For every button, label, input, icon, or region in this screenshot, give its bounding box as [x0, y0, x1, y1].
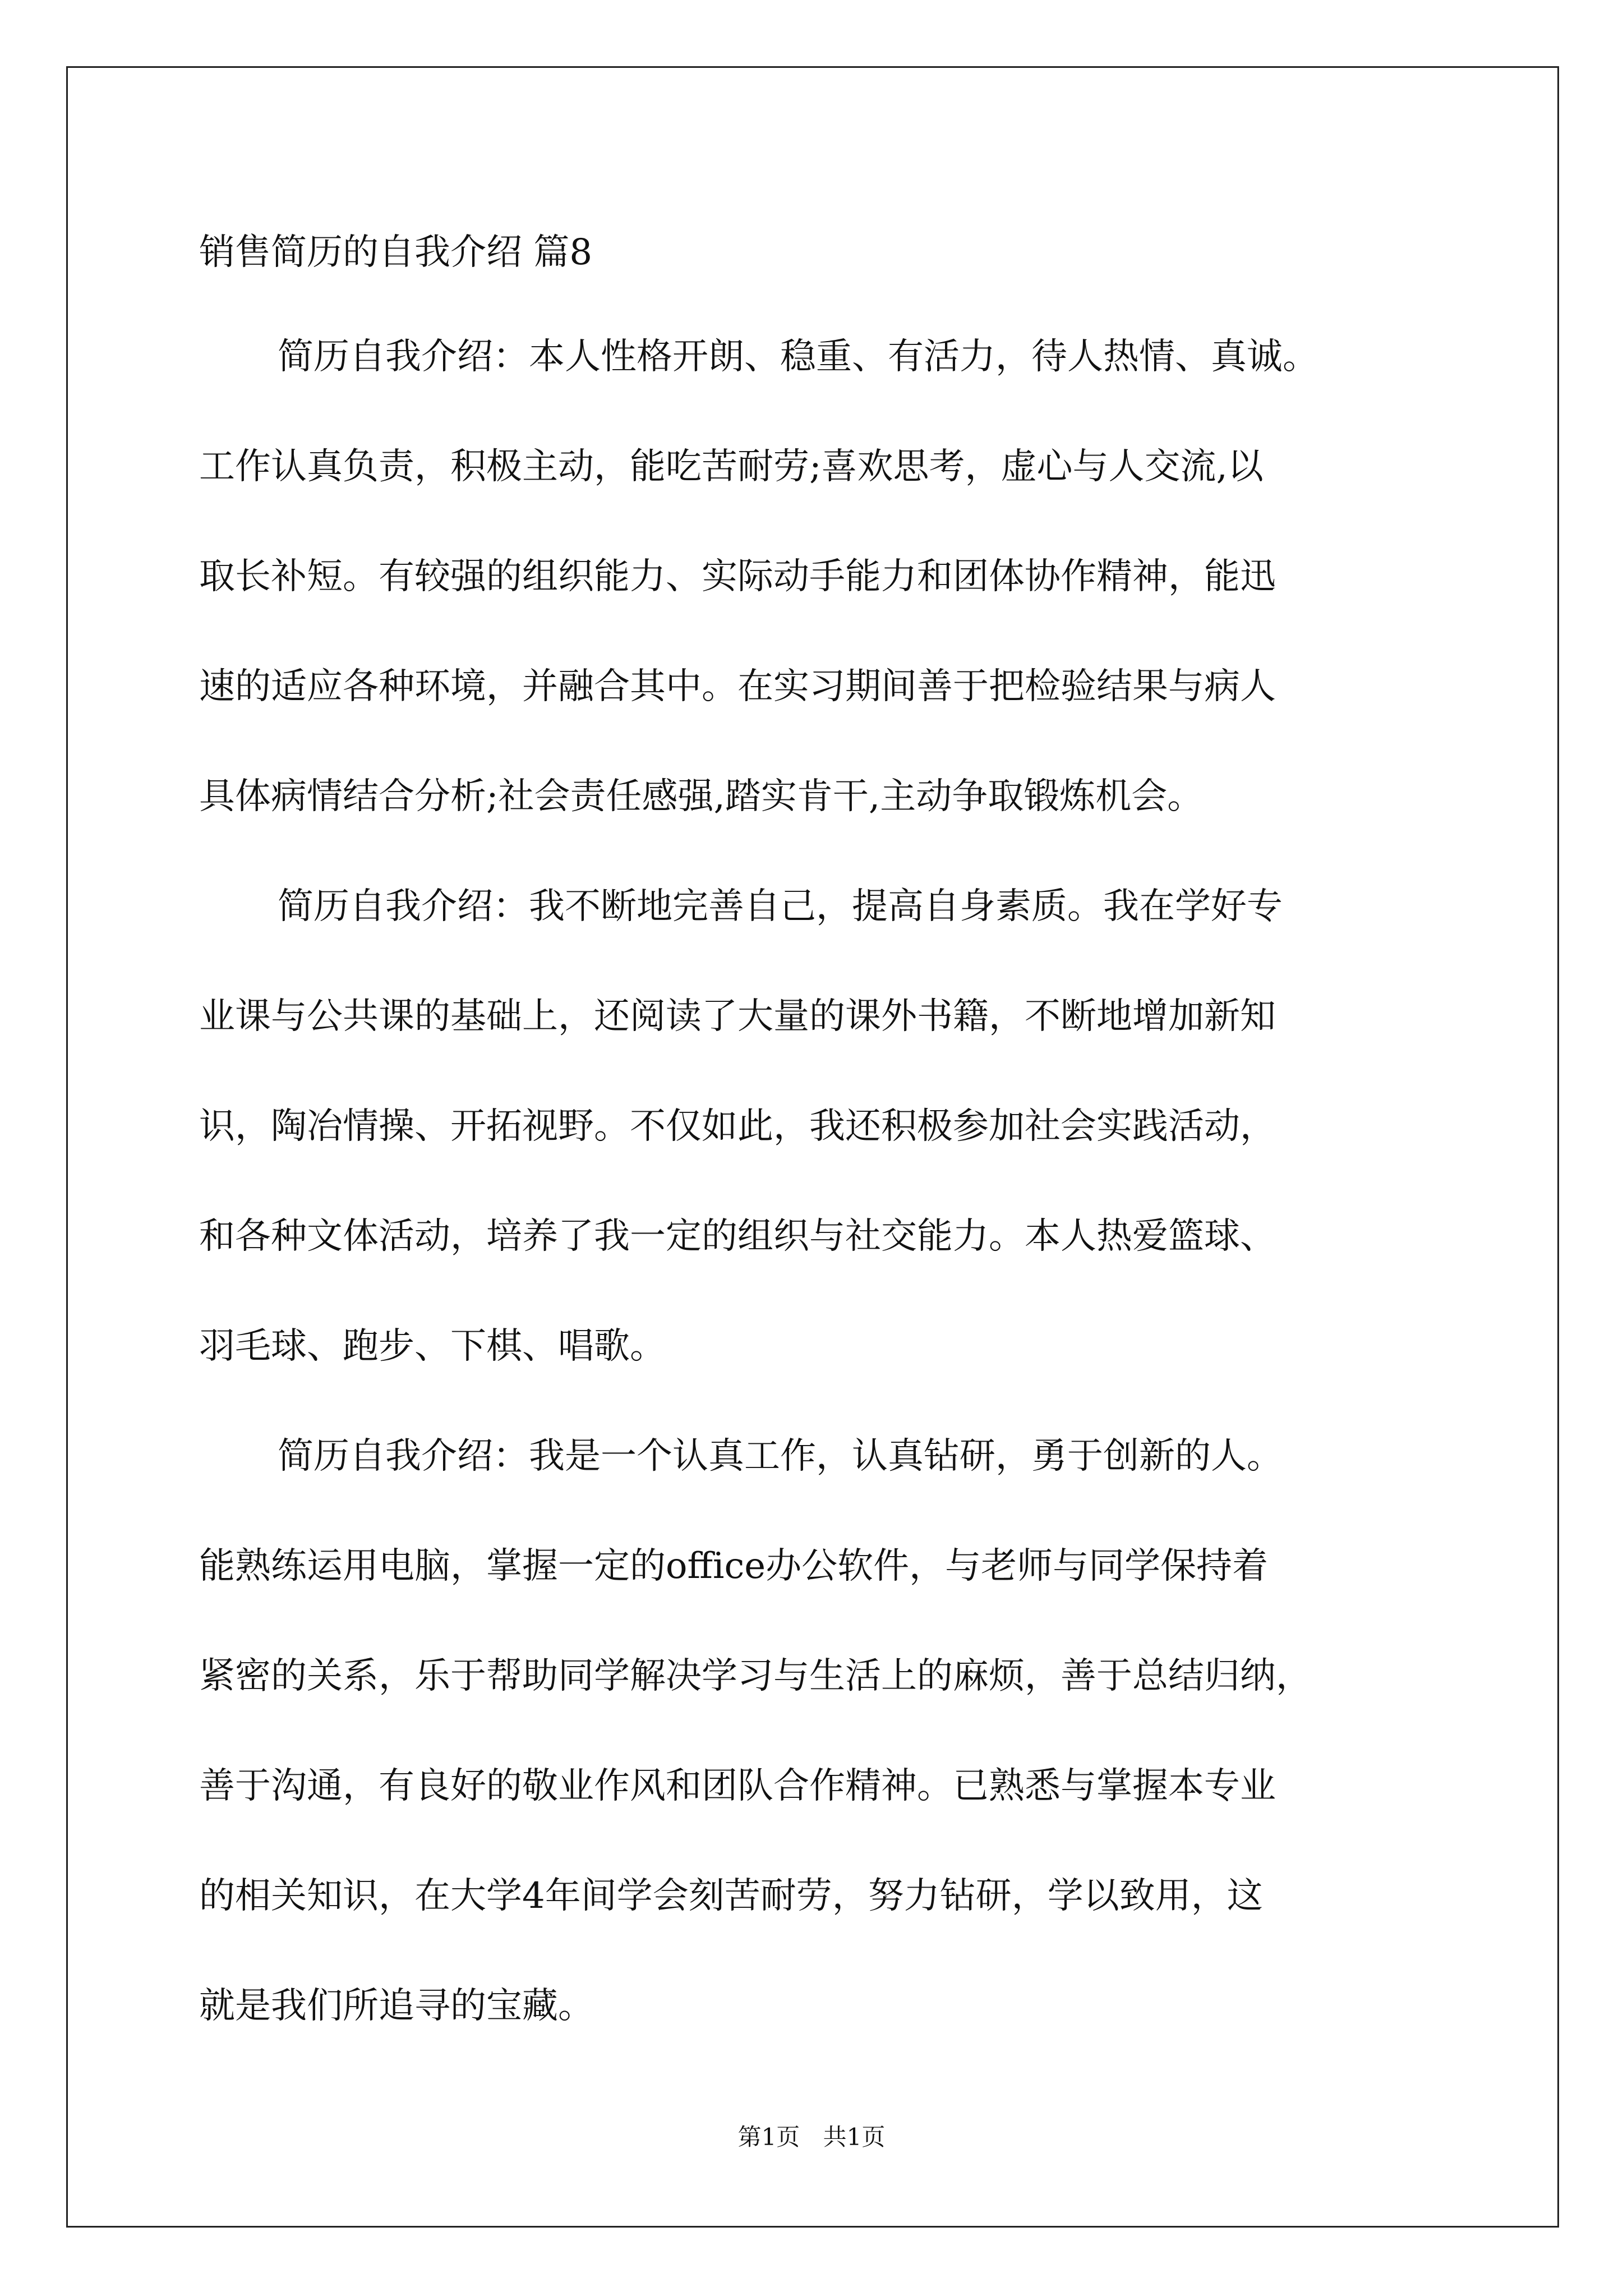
paragraph-line: 业课与公共课的基础上，还阅读了大量的课外书籍，不断地增加新知	[199, 996, 1276, 1037]
paragraph-line: 紧密的关系，乐于帮助同学解决学习与生活上的麻烦，善于总结归纳，	[199, 1655, 1312, 1697]
paragraph-line: 速的适应各种环境，并融合其中。在实习期间善于把检验结果与病人	[199, 666, 1276, 707]
paragraph-1	[199, 329, 1433, 878]
paragraph-line: 简历自我介绍：我不断地完善自己，提高自身素质。我在学好专	[278, 886, 1283, 927]
paragraph-line: 识，陶冶情操、开拓视野。不仅如此，我还积极参加社会实践活动，	[199, 1106, 1276, 1147]
paragraph-line: 善于沟通，有良好的敬业作风和团队合作精神。已熟悉与掌握本专业	[199, 1765, 1276, 1807]
paragraph-line: 简历自我介绍：本人性格开朗、稳重、有活力，待人热情、真诚。	[278, 336, 1318, 378]
paragraph-line: 取长补短。有较强的组织能力、实际动手能力和团体协作精神，能迅	[199, 556, 1276, 597]
paragraph-line: 的相关知识，在大学4年间学会刻苦耐劳，努力钻研，学以致用，这	[199, 1875, 1263, 1917]
paragraph-line: 能熟练运用电脑，掌握一定的office办公软件，与老师与同学保持着	[199, 1545, 1269, 1587]
paragraph-line: 羽毛球、跑步、下棋、唱歌。	[199, 1326, 666, 1367]
paragraph-line: 具体病情结合分析;社会责任感强,踏实肯干,主动争取锻炼机会。	[199, 776, 1204, 817]
paragraph-2	[199, 878, 1433, 1428]
paragraph-3	[199, 1428, 1433, 2088]
page-number: 第1页	[737, 2123, 800, 2151]
page-footer	[0, 2120, 1623, 2154]
paragraph-line: 工作认真负责，积极主动，能吃苦耐劳;喜欢思考，虚心与人交流,以	[199, 446, 1264, 487]
document-title: 销售简历的自我介绍 篇8	[199, 232, 593, 273]
paragraph-line: 和各种文体活动，培养了我一定的组织与社交能力。本人热爱篮球、	[199, 1216, 1276, 1257]
page-total: 共1页	[823, 2123, 886, 2151]
paragraph-line: 简历自我介绍：我是一个认真工作，认真钻研，勇于创新的人。	[278, 1435, 1283, 1477]
paragraph-line: 就是我们所追寻的宝藏。	[199, 1985, 594, 2027]
